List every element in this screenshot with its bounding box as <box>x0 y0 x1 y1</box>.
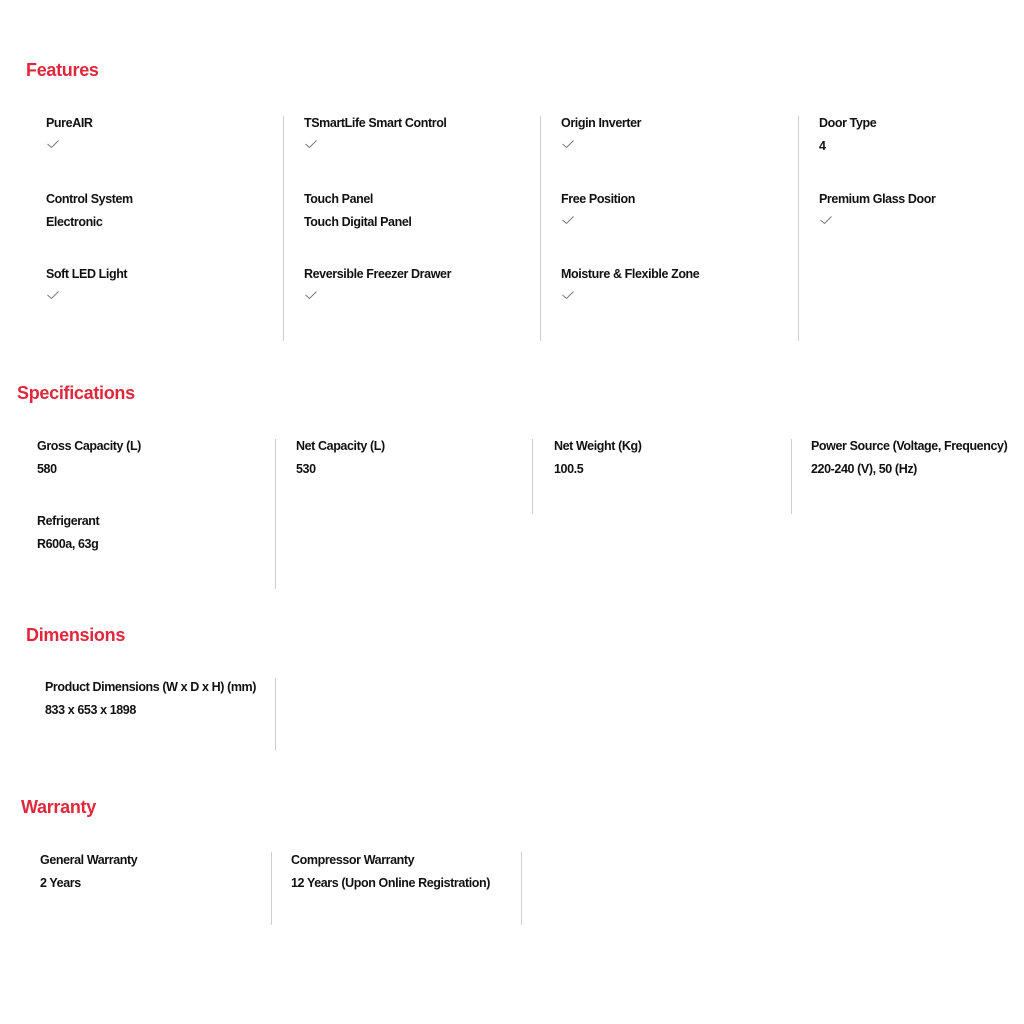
warranty-item-general <box>40 853 137 891</box>
feature-label: Door Type <box>819 116 877 130</box>
check-icon <box>304 137 318 151</box>
dimension-label: Product Dimensions (W x D x H) (mm) <box>45 680 257 694</box>
spec-item-net-weight <box>554 439 642 477</box>
feature-label: Moisture & Flexible Zone <box>561 267 700 281</box>
spec-label: Net Weight (Kg) <box>554 439 642 453</box>
feature-value: Electronic <box>46 215 103 229</box>
features-column-2 <box>304 116 534 346</box>
spec-item-refrigerant <box>37 514 99 552</box>
dimensions-heading: Dimensions <box>26 625 126 645</box>
feature-value: Touch Digital Panel <box>304 215 412 229</box>
spec-label: Power Source (Voltage, Frequency) <box>811 439 1008 453</box>
dimension-item-product-dimensions <box>45 680 256 718</box>
feature-label: Origin Inverter <box>561 116 642 130</box>
spec-value: 100.5 <box>554 462 584 476</box>
check-icon <box>561 213 575 227</box>
features-column-1 <box>46 116 276 346</box>
column-divider <box>283 116 284 341</box>
warranty-item-compressor <box>291 853 490 891</box>
feature-item-control-system <box>46 192 133 230</box>
feature-item-door-type <box>819 116 876 154</box>
feature-label: Control System <box>46 192 133 206</box>
features-column-4 <box>819 116 1009 346</box>
feature-item-touch-panel <box>304 192 411 230</box>
features-heading: Features <box>26 60 99 80</box>
column-divider <box>275 678 276 751</box>
feature-label: Free Position <box>561 192 635 206</box>
spec-value: 530 <box>296 462 316 476</box>
specifications-heading: Specifications <box>17 383 135 403</box>
feature-item-premium-glass-door <box>819 192 935 227</box>
column-divider <box>271 852 272 925</box>
spec-item-gross-capacity <box>37 439 141 477</box>
column-divider <box>521 852 522 925</box>
warranty-value: 12 Years (Upon Online Registration) <box>291 876 491 890</box>
feature-item-reversible-freezer-drawer <box>304 267 451 302</box>
column-divider <box>791 439 792 514</box>
warranty-value: 2 Years <box>40 876 81 890</box>
spec-value: R600a, 63g <box>37 537 99 551</box>
spec-label: Net Capacity (L) <box>296 439 385 453</box>
warranty-heading: Warranty <box>21 797 96 817</box>
feature-label: Soft LED Light <box>46 267 128 281</box>
spec-label: Gross Capacity (L) <box>37 439 141 453</box>
check-icon <box>561 288 575 302</box>
spec-value: 220-240 (V), 50 (Hz) <box>811 462 917 476</box>
feature-value: 4 <box>819 139 826 153</box>
feature-label: Reversible Freezer Drawer <box>304 267 452 281</box>
feature-label: Touch Panel <box>304 192 373 206</box>
feature-item-soft-led-light <box>46 267 127 302</box>
spec-item-net-capacity <box>296 439 385 477</box>
column-divider <box>275 439 276 589</box>
spec-value: 580 <box>37 462 57 476</box>
feature-item-pureair <box>46 116 93 151</box>
feature-item-moisture-flexible-zone <box>561 267 699 302</box>
spec-label: Refrigerant <box>37 514 100 528</box>
check-icon <box>561 137 575 151</box>
feature-item-origin-inverter <box>561 116 641 151</box>
column-divider <box>532 439 533 514</box>
warranty-label: Compressor Warranty <box>291 853 415 867</box>
feature-item-tsmartlife <box>304 116 447 151</box>
check-icon <box>46 288 60 302</box>
feature-label: PureAIR <box>46 116 93 130</box>
column-divider <box>798 116 799 341</box>
check-icon <box>304 288 318 302</box>
features-column-3 <box>561 116 791 346</box>
check-icon <box>46 137 60 151</box>
spec-item-power-source <box>811 439 1007 477</box>
check-icon <box>819 213 833 227</box>
column-divider <box>540 116 541 341</box>
feature-label: Premium Glass Door <box>819 192 936 206</box>
feature-item-free-position <box>561 192 635 227</box>
warranty-label: General Warranty <box>40 853 138 867</box>
feature-label: TSmartLife Smart Control <box>304 116 447 130</box>
dimension-value: 833 x 653 x 1898 <box>45 703 136 717</box>
